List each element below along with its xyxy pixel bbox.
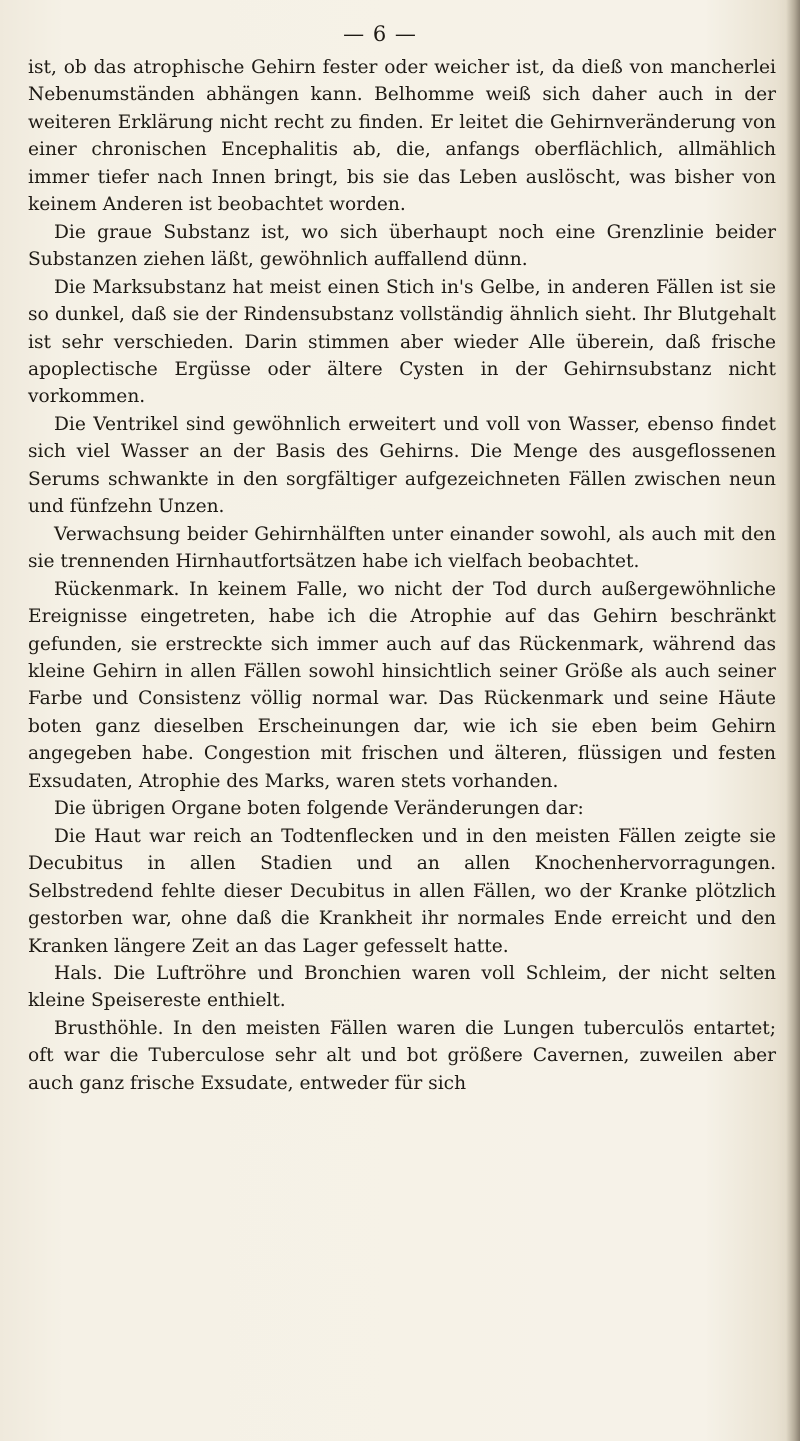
paragraph: Die Ventrikel sind gewöhnlich erweitert und voll von Wasser, ebenso findet sich viel Wasser an der Basis des Gehirns. Die Menge des ausgeflossenen Serums schwankte in den sorgfältiger aufgezeichneten Fällen zwischen neun und fünfzehn Unzen. (28, 413, 776, 518)
paragraph: Die Marksubstanz hat meist einen Stich in's Gelbe, in anderen Fällen ist sie so dunkel, daß sie der Rindensubstanz vollständig ähnlich sieht. Ihr Blutgehalt ist sehr verschieden. Darin stimmen aber wieder Alle überein, daß frische apoplectische Ergüsse oder ältere Cysten in der Gehirnsubstanz nicht vorkommen. (28, 276, 776, 408)
paragraph: Rückenmark. In keinem Falle, wo nicht der Tod durch außergewöhnliche Ereignisse eingetreten, habe ich die Atrophie auf das Gehirn beschränkt gefunden, sie erstreckte sich immer auch auf das Rückenmark, während das kleine Gehirn in allen Fällen sowohl hinsichtlich seiner Größe als auch seiner Farbe und Consistenz völlig normal war. Das Rückenmark und seine Häute boten ganz dieselben Erscheinungen dar, wie ich sie eben beim Gehirn angegeben habe. Congestion mit frischen und älteren, flüssigen und festen Exsudaten, Atrophie des Marks, waren stets vorhanden. (28, 578, 776, 792)
paragraph: ist, ob das atrophische Gehirn fester oder weicher ist, da dieß von mancherlei Nebenumständen abhängen kann. Belhomme weiß sich daher auch in der weiteren Erklärung nicht recht zu finden. Er leitet die Gehirnveränderung von einer chronischen Encephalitis ab, die, anfangs oberflächlich, allmählich immer tiefer nach Innen bringt, bis sie das Leben auslöscht, was bisher von keinem Anderen ist beobachtet worden. (28, 57, 776, 216)
paragraph: Verwachsung beider Gehirnhälften unter einander sowohl, als auch mit den sie trennenden Hirnhautfortsätzen habe ich vielfach beobachtet. (28, 523, 776, 573)
paragraph: Die graue Substanz ist, wo sich überhaupt noch eine Grenzlinie beider Substanzen ziehen läßt, gewöhnlich auffallend dünn. (28, 221, 776, 271)
body-text (28, 54, 776, 1097)
paragraph: Hals. Die Luftröhre und Bronchien waren voll Schleim, der nicht selten kleine Speiserestе enthielt. (28, 962, 776, 1012)
page-edge-shadow (786, 0, 800, 1441)
page-number: — 6 — (343, 22, 417, 46)
paragraph: Die Haut war reich an Todtenflecken und in den meisten Fällen zeigte sie Decubitus in allen Stadien und an allen Knochenhervorragungen. Selbstredend fehlte dieser Decubitus in allen Fällen, wo der Kranke plötzlich gestorben war, ohne daß die Krankheit ihr normales Ende erreicht und den Kranken längere Zeit an das Lager gefesselt hatte. (28, 825, 776, 957)
paragraph: Die übrigen Organe boten folgende Veränderungen dar: (54, 798, 584, 820)
paragraph: Brusthöhle. In den meisten Fällen waren die Lungen tuberculös entartet; oft war die Tuberculose sehr alt und bot größere Cavernen, zuweilen aber auch ganz frische Exsudate, entweder für sich (28, 1017, 776, 1094)
